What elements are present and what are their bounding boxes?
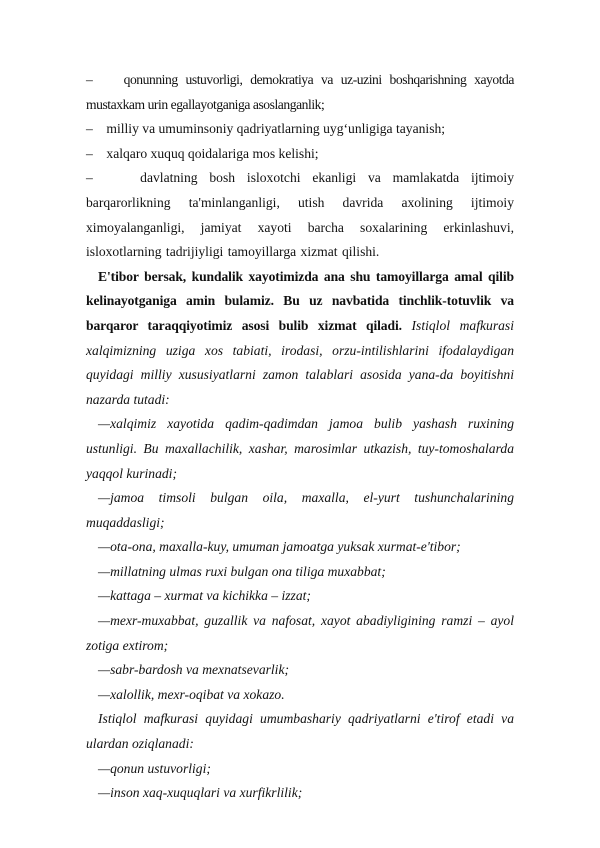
list-item-international-law: – xalqaro xuquq qoidalariga mos kelishi; (86, 145, 319, 161)
italic-item-native-language: —millatning ulmas ruxi bulgan ona tiliga muxabbat; (98, 563, 386, 579)
italic-item-human-rights: —inson xaq-xuquqlari va xurfikrlilik; (98, 785, 303, 801)
italic-item-family-sacredness: —jamoa timsoli bulgan oila, maxalla, el-yurt tushunchalarining muqaddasligi; (86, 490, 514, 530)
italic-item-rule-of-law: —qonun ustuvorligi; (98, 760, 211, 776)
paragraph-attention-italic: Istiqlol mafkurasi xalqimizning uziga xos tabiati, irodasi, orzu-intilishlarini ifodalaydigan quyidagi milliy xususiyatlarni zamon talablari asosida yana-da boyitishni nazarda tutadi: (86, 317, 514, 407)
italic-item-patience: —sabr-bardosh va mexnatsevarlik; (98, 662, 290, 678)
paragraph-universal-values: Istiqlol mafkurasi quyidagi umumbashariy qadriyatlarni e'tirof etadi va ulardan oziqlanadi: (86, 711, 514, 752)
list-item-national-values: – milliy va umuminsoniy qadriyatlarning uyg‘unligiga tayanish; (86, 121, 446, 137)
italic-item-honesty: —xalollik, mexr-oqibat va xokazo. (98, 686, 285, 702)
italic-item-respect-elders: —kattaga – xurmat va kichikka – izzat; (98, 588, 311, 604)
italic-item-community-spirit: —xalqimiz xayotida qadim-qadimdan jamoa bulib yashash ruxining ustunligi. Bu maxallachilik, xashar, marosimlar utkazish, tuy-tomoshalarda yaqqol kurinadi; (86, 416, 514, 481)
list-item-state-reformer: – davlatning bosh isloxotchi ekanligi va mamlakatda ijtimoiy barqarorlikning ta'minlanganligi, utish davrida axolining ijtimoiy ximoyalanganligi, jamiyat xayoti barcha soxalarining erkinlashuvi, isloxotlarning tadrijiyligi tamoyillarga xizmat qilishi. (86, 170, 514, 260)
italic-item-respect-women: —mexr-muxabbat, guzallik va nafosat, xayot abadiyligining ramzi – ayol zotiga extirom; (86, 613, 514, 653)
list-item-law-supremacy: – qonunning ustuvorligi, demokratiya va uz-uzini boshqarishning xayotda mustaxkam urin egallayotganiga asoslanganlik; (86, 72, 514, 112)
italic-item-respect-parents: —ota-ona, maxalla-kuy, umuman jamoatga yuksak xurmat-e'tibor; (98, 539, 461, 555)
paragraph-attention-bold: E'tibor bersak, kundalik xayotimizda ana shu tamoyillarga amal qilib kelinayotganiga amin bulamiz. Bu uz navbatida tinchlik-totuvlik va barqaror taraqqiyotimiz asosi bulib xizmat qiladi. (86, 268, 514, 333)
paragraph-attention (86, 265, 514, 413)
